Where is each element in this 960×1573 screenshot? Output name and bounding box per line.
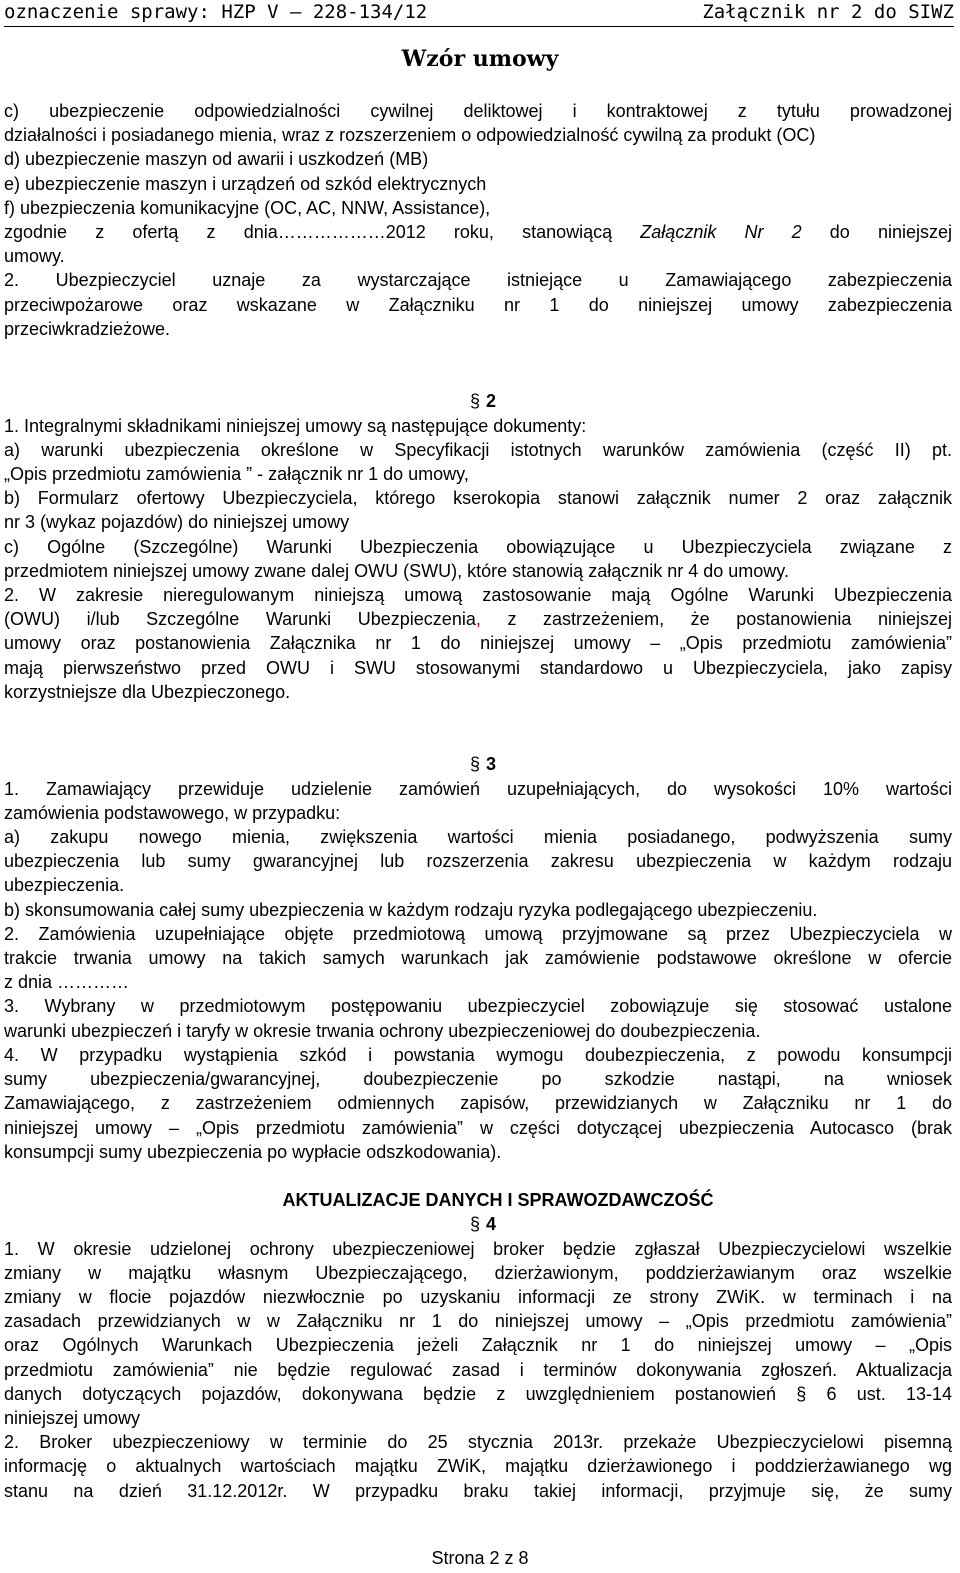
attachment-2-reference: Załącznik Nr 2: [640, 222, 802, 243]
document-title: Wzór umowy: [401, 46, 559, 72]
paragraph-line: danych dotyczących pojazdów, dokonywana będzie z uwzględnieniem postanowień § 6 ust. 13-14: [4, 1383, 952, 1404]
paragraph-line: 2. W zakresie nieregulowanym niniejszą umową zastosowanie mają Ogólne Warunki Ubezpieczenia: [4, 585, 952, 606]
offer-date-text-end: do niniejszej: [801, 222, 953, 243]
page-header: [4, 0, 954, 27]
section-sign: §: [469, 1214, 480, 1235]
paragraph-line: [4, 607, 952, 631]
paragraph-line: ubezpieczenia lub sumy gwarancyjnej lub rozszerzenia zakresu ubezpieczenia w każdym rodzaju: [4, 851, 952, 872]
section-sign: §: [469, 754, 480, 775]
paragraph-line: ubezpieczenia.: [4, 875, 125, 896]
paragraph-line: mają pierwszeństwo przed OWU i SWU stosowanymi standardowo u Ubezpieczyciela, jako zapisy: [4, 657, 952, 678]
paragraph-line: zamówienia podstawowego, w przypadku:: [4, 802, 341, 823]
paragraph-line: 2. Zamówienia uzupełniające objęte przedmiotową umową przyjmowane są przez Ubezpieczyciela w: [4, 923, 952, 944]
reservation-text: z zastrzeżeniem, że postanowienia niniejszej: [480, 609, 952, 630]
red-comma: ,: [475, 609, 481, 630]
paragraph-line: [4, 220, 952, 244]
section-heading-2: [4, 389, 952, 413]
paragraph-line: przeciwkradzieżowe.: [4, 318, 171, 339]
paragraph-line: korzystniejsze dla Ubezpieczonego.: [4, 681, 291, 702]
paragraph-line: umowy.: [4, 246, 65, 267]
paragraph-line: d) ubezpieczenie maszyn od awarii i uszkodzeń (MB): [4, 149, 429, 170]
paragraph-line: z dnia …………: [4, 972, 130, 993]
paragraph-line: warunki ubezpieczeń i taryfy w okresie trwania ochrony ubezpieczeniowej do doubezpieczenia.: [4, 1020, 761, 1041]
paragraph-line: oraz Ogólnych Warunkach Ubezpieczenia jeżeli Załącznik nr 1 do niniejszej umowy – „Opis: [4, 1335, 952, 1356]
document-body: [4, 99, 952, 1503]
paragraph-line: f) ubezpieczenia komunikacyjne (OC, AC, NNW, Assistance),: [4, 197, 491, 218]
paragraph-line: 2. Ubezpieczyciel uznaje za wystarczające istniejące u Zamawiającego zabezpieczenia: [4, 270, 952, 291]
paragraph-line: sumy ubezpieczenia/gwarancyjnej, doubezpieczenie po szkodzie nastąpi, na wniosek: [4, 1069, 952, 1090]
paragraph-line: przedmiotu zamówienia” nie będzie regulować zasad i terminów dokonywania zgłoszeń. Aktualizacja: [4, 1359, 952, 1380]
paragraph-line: b) skonsumowania całej sumy ubezpieczenia w każdym rodzaju ryzyka podlegającego ubezpieczeniu.: [4, 899, 818, 920]
paragraph-line: 1. Integralnymi składnikami niniejszej umowy są następujące dokumenty:: [4, 415, 587, 436]
paragraph-line: działalności i posiadanego mienia, wraz z rozszerzeniem o odpowiedzialność cywilną za produkt (OC): [4, 125, 816, 146]
paragraph-line: informację o aktualnych wartościach majątku ZWiK, majątku dzierżawionego i poddzierżawianego wg: [4, 1456, 952, 1477]
paragraph-line: b) Formularz ofertowy Ubezpieczyciela, którego kserokopia stanowi załącznik numer 2 oraz załącznik: [4, 488, 952, 509]
case-reference: oznaczenie sprawy: HZP V – 228-134/12: [4, 1, 428, 23]
paragraph-line: 4. W przypadku wystąpienia szkód i powstania wymogu doubezpieczenia, z powodu konsumpcji: [4, 1044, 952, 1065]
paragraph-line: przeciwpożarowe oraz wskazane w Załączniku nr 1 do niniejszej umowy zabezpieczenia: [4, 294, 952, 315]
paragraph-line: 2. Broker ubezpieczeniowy w terminie do 25 stycznia 2013r. przekaże Ubezpieczycielowi pisemną: [4, 1432, 952, 1453]
section-heading-4: [4, 1212, 952, 1236]
paragraph-line: 1. W okresie udzielonej ochrony ubezpieczeniowej broker będzie zgłaszał Ubezpieczycielowi wszelkie: [4, 1238, 952, 1259]
paragraph-line: zasadach przewidzianych w w Załączniku nr 1 do niniejszej umowy – „Opis przedmiotu zamówienia”: [4, 1311, 952, 1332]
paragraph-line: niniejszej umowy: [4, 1407, 141, 1428]
section-number: 3: [486, 754, 497, 775]
section-heading-3: [4, 752, 952, 776]
paragraph-line: zmiany w flocie pojazdów niezwłocznie po uzyskaniu informacji ze strony ZWiK. w terminach i na: [4, 1286, 952, 1307]
paragraph-line: 3. Wybrany w przedmiotowym postępowaniu ubezpieczyciel zobowiązuje się stosować ustalone: [4, 996, 952, 1017]
paragraph-line: a) zakupu nowego mienia, zwiększenia wartości mienia posiadanego, podwyższenia sumy: [4, 827, 952, 848]
paragraph-line: e) ubezpieczenie maszyn i urządzeń od szkód elektrycznych: [4, 173, 487, 194]
paragraph-line: umowy oraz postanowienia Załącznika nr 1 do niniejszej umowy – „Opis przedmiotu zamówienia”: [4, 633, 952, 654]
paragraph-line: 1. Zamawiający przewiduje udzielenie zamówień uzupełniających, do wysokości 10% wartości: [4, 778, 952, 799]
paragraph-line: niniejszej umowy – „Opis przedmiotu zamówienia” w części dotyczącej ubezpieczenia Autocasco (brak: [4, 1117, 952, 1138]
paragraph-line: trakcie trwania umowy na takich samych warunkach jak zamówienie podstawowe określone w ofercie: [4, 948, 952, 969]
paragraph-line: stanu na dzień 31.12.2012r. W przypadku braku takiej informacji, przyjmuje się, że sumy: [4, 1480, 952, 1501]
owu-text: (OWU) i/lub Szczególne Warunki Ubezpieczenia: [4, 609, 476, 630]
paragraph-line: konsumpcji sumy ubezpieczenia po wypłacie odszkodowania).: [4, 1141, 502, 1162]
paragraph-line: a) warunki ubezpieczenia określone w Specyfikacji istotnych warunków zamówienia (część II) pt.: [4, 439, 952, 460]
paragraph-line: „Opis przedmiotu zamówienia ” - załącznik nr 1 do umowy,: [4, 464, 469, 485]
offer-date-text: zgodnie z ofertą z dnia………………2012 roku, stanowiącą: [4, 222, 641, 243]
page-number: Strona 2 z 8: [431, 1548, 529, 1568]
paragraph-line: Zamawiającego, z zastrzeżeniem odmiennych zapisów, przewidzianych w Załączniku nr 1 do: [4, 1093, 952, 1114]
paragraph-line: zmiany w majątku własnym Ubezpieczającego, dzierżawionym, poddzierżawianym oraz wszelkie: [4, 1262, 952, 1283]
paragraph-line: nr 3 (wykaz pojazdów) do niniejszej umowy: [4, 512, 350, 533]
section-number: 4: [486, 1214, 497, 1235]
paragraph-line: przedmiotem niniejszej umowy zwane dalej OWU (SWU), które stanowią załącznik nr 4 do umowy.: [4, 560, 789, 581]
section-sign: §: [469, 391, 480, 412]
paragraph-line: c) ubezpieczenie odpowiedzialności cywilnej deliktowej i kontraktowej z tytułu prowadzonej: [4, 101, 952, 121]
attachment-reference: Załącznik nr 2 do SIWZ: [702, 1, 954, 23]
section-number: 2: [486, 391, 497, 412]
section-title-4: AKTUALIZACJE DANYCH I SPRAWOZDAWCZOŚĆ: [282, 1190, 714, 1211]
paragraph-line: c) Ogólne (Szczególne) Warunki Ubezpieczenia obowiązujące u Ubezpieczyciela związane z: [4, 536, 952, 557]
